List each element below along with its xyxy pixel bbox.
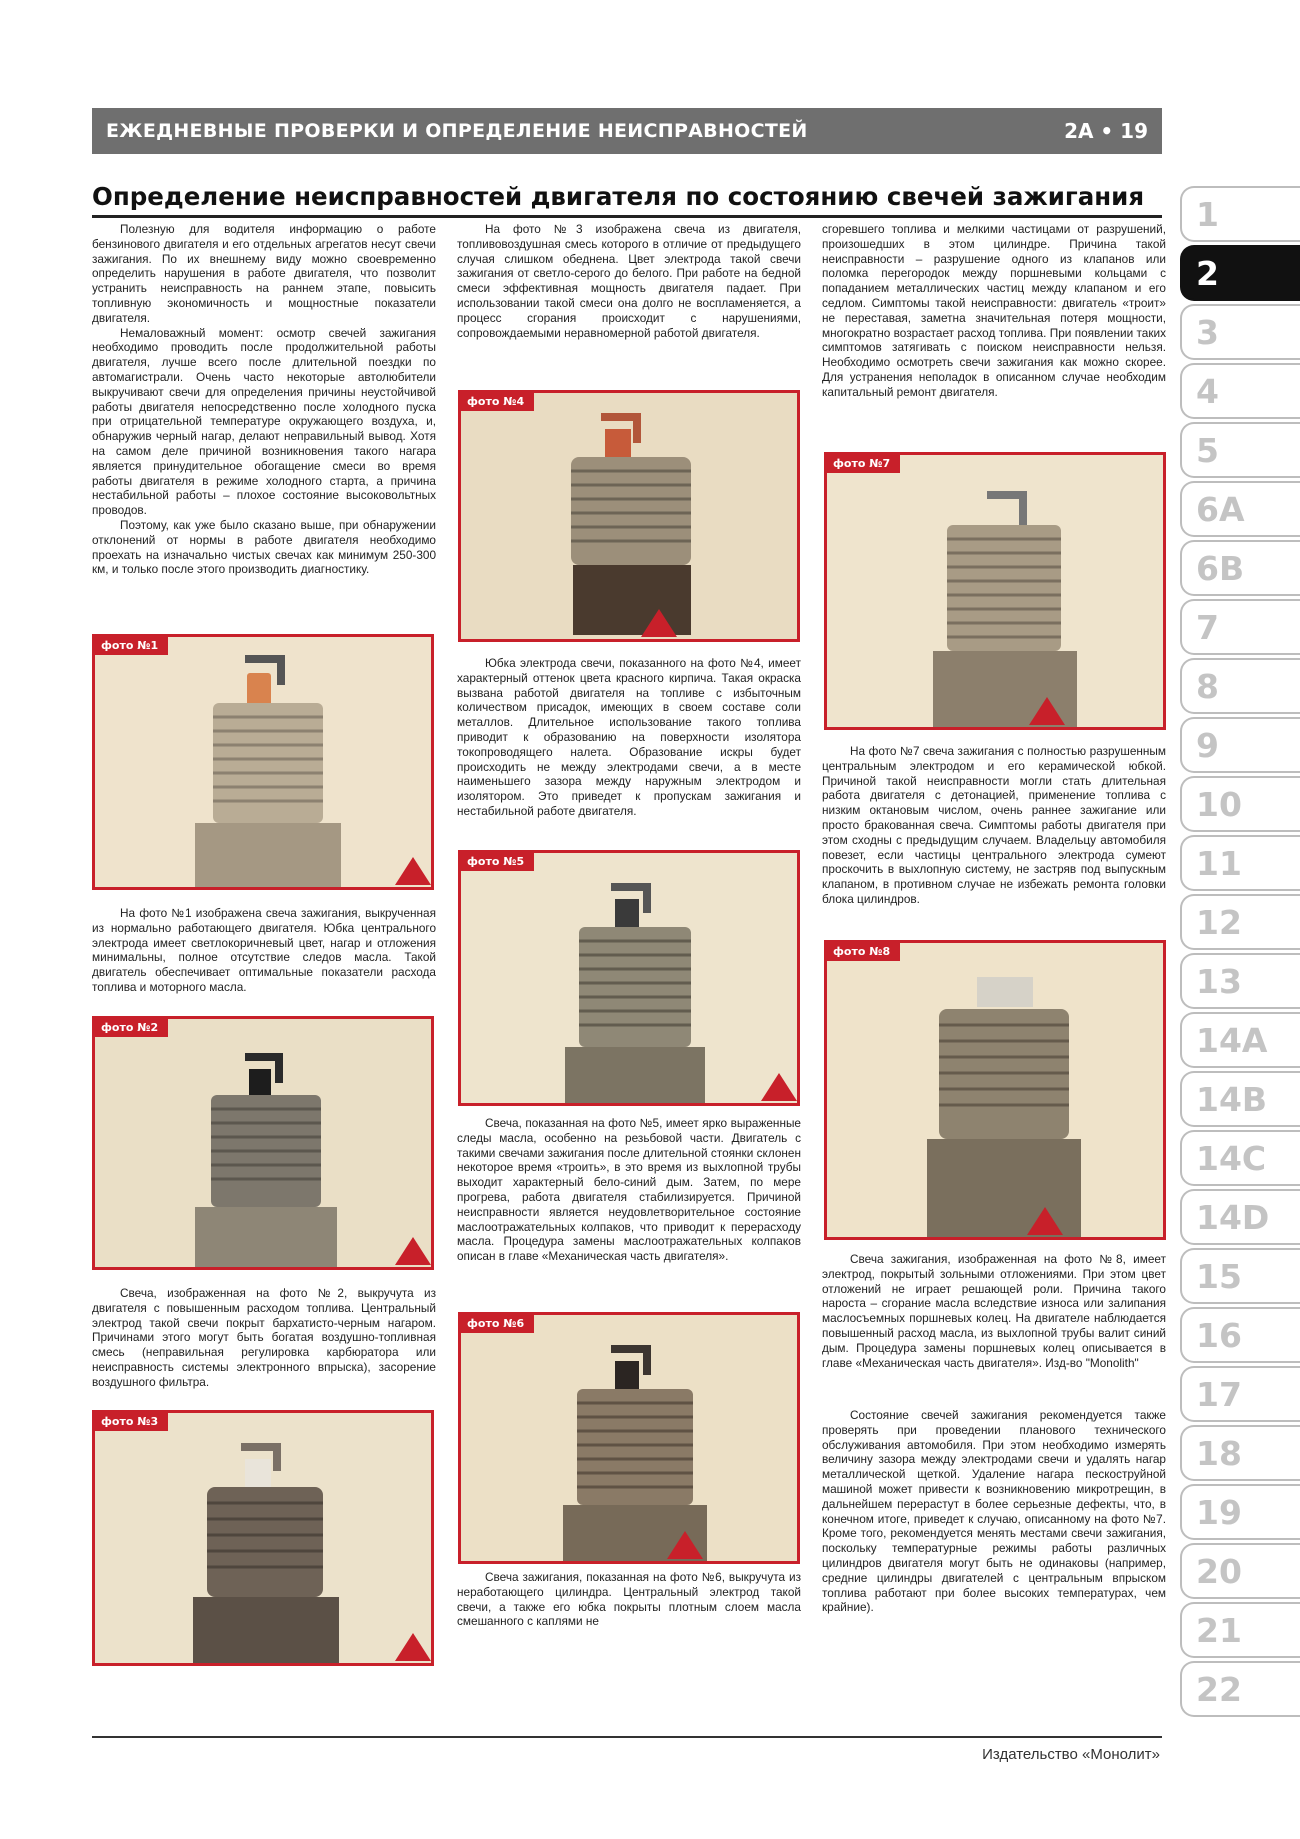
spark-plug-image [461,1315,800,1564]
paragraph: Поэтому, как уже было сказано выше, при обнаружении отклонений от нормы в работе двигателя необходимо проехать на изначально чистых свечах как минимум 250-300 км, и только после этого производить диагностику. [92,517,436,577]
paragraph: Свеча зажигания, изображенная на фото №8, имеет электрод, покрытый зольными отложениями. При этом цвет отложений не играет решающей роли. Причина такого нароста – сгорание масла вследствие износа или залипания маслосъемных поршневых колец. На двигателе наблюдается повышенный расход масла, из выхлопной трубы валит синий дым. Процедура замены поршневых колец описывается в главе «Механическая часть двигателя». Изд-во "Monolith" [822,1252,1166,1370]
spark-plug-image [461,393,800,642]
photo-2 [92,1016,434,1270]
chapter-tab-22[interactable]: 22 [1180,1661,1300,1717]
chapter-tab-17[interactable]: 17 [1180,1366,1300,1422]
photo-label: фото №1 [95,637,168,655]
photo-4 [458,390,800,642]
chapter-tab-6a[interactable]: 6A [1180,481,1300,537]
chapter-tab-14b[interactable]: 14B [1180,1071,1300,1127]
chapter-tab-4[interactable]: 4 [1180,363,1300,419]
spark-plug-image [95,1019,434,1270]
chapter-tab-13[interactable]: 13 [1180,953,1300,1009]
header-title: ЕЖЕДНЕВНЫЕ ПРОВЕРКИ И ОПРЕДЕЛЕНИЕ НЕИСПРАВНОСТЕЙ [106,120,808,142]
paragraph: Юбка электрода свечи, показанного на фото №4, имеет характерный оттенок цвета красного кирпича. Такая окраска вызвана работой двигателя на топливе с избыточным количеством присадок, имеющих в своем составе соли металлов. Длительное использование такого топлива приводит к образованию на поверхности изолятора токопроводящего налета. Образование искры будет происходить не между электродами свечи, а в месте наименьшего зазора между наружным электродом и изолятором. Это приведет к пропускам зажигания и нестабильной работе двигателя. [457,656,801,818]
chapter-tab-9[interactable]: 9 [1180,717,1300,773]
spark-plug-image [461,853,800,1106]
text-column-1 [92,222,436,577]
chapter-tab-1[interactable]: 1 [1180,186,1300,242]
paragraph: На фото №1 изображена свеча зажигания, выкрученная из нормально работающего двигателя. Юбка центрального электрода имеет светлокоричневый цвет, нагар и отложения минимальны, полное отсутствие следов масла. Такой двигатель обеспечивает оптимальные показатели расхода топлива и моторного масла. [92,906,436,994]
photo-label: фото №7 [827,455,900,473]
chapter-tab-14d[interactable]: 14D [1180,1189,1300,1245]
paragraph: Немаловажный момент: осмотр свечей зажигания необходимо проводить после продолжительной работы двигателя, лучше всего после длительной поездки по автомагистрали. Очень часто некоторые автолюбители выкручивают свечи для определения причины неустойчивой работы двигателя непосредственно после холодного пуска при отрицательной температуре окружающего воздуха, и, обнаружив черный нагар, делают неправильный вывод. Хотя на самом деле причиной возникновения такого нагара является принудительное обогащение смеси во время работы двигателя в режиме холодного старта, а причина нестабильной работы – плохое состояние высоковольтных проводов. [92,325,436,518]
spark-plug-image [95,637,434,890]
chapter-tab-11[interactable]: 11 [1180,835,1300,891]
paragraph: Свеча, показанная на фото №5, имеет ярко выраженные следы масла, особенно на резьбовой части. Двигатель с такими свечами зажигания после длительной стоянки склонен некоторое время «троить», в это время из выхлопной трубы выходит характерный бело-синий дым. Затем, по мере прогрева, работа двигателя стабилизируется. Причиной неисправности является неудовлетворительное состояние маслоотражательных колпаков, что приводит к перерасходу масла. Процедура замены маслоотражательных колпаков описан в главе «Механическая часть двигателя». [457,1116,801,1264]
photo-label: фото №6 [461,1315,534,1333]
section-title: Определение неисправностей двигателя по состоянию свечей зажигания [92,182,1162,218]
chapter-tab-6b[interactable]: 6B [1180,540,1300,596]
photo-5 [458,850,800,1106]
spark-plug-image [827,455,1166,730]
chapter-tab-12[interactable]: 12 [1180,894,1300,950]
chapter-tab-15[interactable]: 15 [1180,1248,1300,1304]
chapter-tab-18[interactable]: 18 [1180,1425,1300,1481]
chapter-tab-14a[interactable]: 14A [1180,1012,1300,1068]
photo-7 [824,452,1166,730]
photo-3 [92,1410,434,1666]
page-header [92,108,1162,154]
photo-1 [92,634,434,890]
chapter-tab-21[interactable]: 21 [1180,1602,1300,1658]
photo-label: фото №2 [95,1019,168,1037]
footer-divider [92,1736,1162,1738]
paragraph: Свеча зажигания, показанная на фото №6, выкручута из неработающего цилиндра. Центральный электрод такой свечи, а также его юбка покрыты плотным слоем масла смешанного с каплями не [457,1570,801,1629]
footer-publisher: Издательство «Монолит» [982,1746,1160,1763]
paragraph: Состояние свечей зажигания рекомендуется также проверять при проведении планового технического обслуживания автомобиля. При этом необходимо измерять величину зазора между электродами свечи и удалять нагар металлической щеткой. Удаление нагара пескоструйной машиной может привести к возникновению микротрещин, в дальнейшем перерастут в более серьезные дефекты, что, в конечном итоге, приведет к случаю, описанному на фото №7. Кроме того, рекомендуется менять местами свечи зажигания, поскольку температурные режимы работы различных цилиндров двигателя могут быть не одинаковы (например, средние цилиндры двигателей с центральным впрыском топлива работают при более высоких температурах, чем крайние). [822,1408,1166,1615]
paragraph: На фото №7 свеча зажигания с полностью разрушенным центральным электродом и его керамической юбкой. Причиной такой неисправности могли стать длительная работа двигателя с детонацией, применение топлива с низким октановым числом, очень раннее зажигание или просто бракованная свеча. Симптомы работы двигателя при этом сходны с предыдущим случаем. Владельцу автомобиля повезет, если частицы центрального электрода сумеют проскочить в выхлопную систему, не застряв под выпускным клапаном, в противном случае не избежать ремонта головки блока цилиндров. [822,744,1166,906]
paragraph: На фото №3 изображена свеча из двигателя, топливовоздушная смесь которого в отличие от предыдущего случая слишком обеднена. Цвет электрода такой свечи зажигания от светло-серого до белого. При работе на бедной смеси эффективная мощность двигателя падает. При использовании такой смеси она долго не воспламеняется, а процесс сгорания происходит с нарушениями, сопровождаемыми неравномерной работой двигателя. [457,222,801,340]
photo-label: фото №4 [461,393,534,411]
chapter-tab-2[interactable]: 2 [1180,245,1300,301]
chapter-tab-16[interactable]: 16 [1180,1307,1300,1363]
photo-8 [824,940,1166,1240]
chapter-tab-5[interactable]: 5 [1180,422,1300,478]
chapter-tab-3[interactable]: 3 [1180,304,1300,360]
chapter-tab-8[interactable]: 8 [1180,658,1300,714]
page-number: 2A • 19 [1064,119,1148,143]
spark-plug-image [827,943,1166,1240]
chapter-tab-20[interactable]: 20 [1180,1543,1300,1599]
paragraph: Свеча, изображенная на фото №2, выкручута из двигателя с повышенным расходом топлива. Центральный электрод такой свечи покрыт бархатисто-черным нагаром. Причинами этого могут быть богатая воздушно-топливная смесь (неправильная регулировка карбюратора или неисправность системы электронного впрыска), засорение воздушного фильтра. [92,1286,436,1389]
chapter-tab-14c[interactable]: 14C [1180,1130,1300,1186]
chapter-tab-7[interactable]: 7 [1180,599,1300,655]
chapter-tab-10[interactable]: 10 [1180,776,1300,832]
chapter-tab-19[interactable]: 19 [1180,1484,1300,1540]
paragraph: Полезную для водителя информацию о работе бензинового двигателя и его отдельных агрегатов несут свечи зажигания. По их внешнему виду можно своевременно определить нарушения в работе двигателя, что позволит устранить неисправность на раннем этапе, повысить топливную экономичность и мощностные показатели двигателя. [92,222,436,325]
paragraph: сгоревшего топлива и мелкими частицами от разрушений, произошедших в этом цилиндре. Причина такой неисправности – разрушение одного из клапанов или поломка перегородок между поршневыми кольцами с попаданием металлических частиц между клапаном и его седлом. Симптомы такой неисправности: двигатель «троит» не переставая, заметна значительная потеря мощности, многократно возрастает расход топлива. При появлении таких симптомов затягивать с поиском неисправности нельзя. Необходимо осмотреть свечи зажигания как можно скорее. Для устранения неполадок в описанном случае необходим капитальный ремонт двигателя. [822,222,1166,399]
photo-label: фото №8 [827,943,900,961]
spark-plug-image [95,1413,434,1666]
photo-label: фото №3 [95,1413,168,1431]
photo-6 [458,1312,800,1564]
photo-label: фото №5 [461,853,534,871]
